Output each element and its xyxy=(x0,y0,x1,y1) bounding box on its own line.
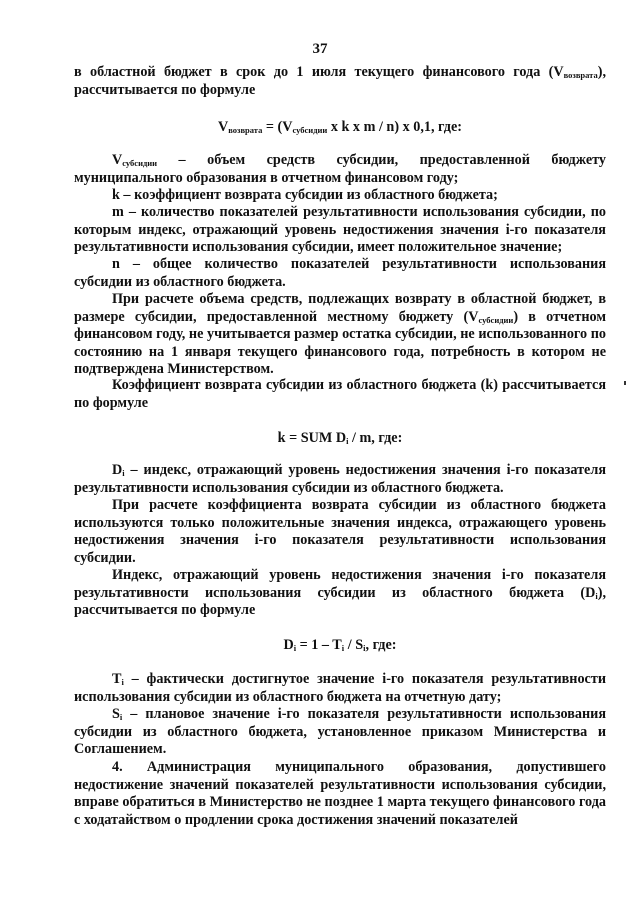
definition-m: m – количество показателей результативности использования субсидии, по которым индекс, отражающий уровень недостижения значения i-го показателя результативности использования субсидии, имеет положительное значение; xyxy=(74,204,606,256)
definition-v: $V_{субсидии}$ – объем средств субсидии, предоставленной бюджету муниципального образования в отчетном финансовом году; xyxy=(74,152,606,186)
page-number: 37 xyxy=(312,41,328,57)
definition-t: $T_i$ – фактически достигнутое значение i-го показателя результативности использования субсидии из областного бюджета на отчетную дату; xyxy=(74,671,606,705)
definition-n: n – общее количество показателей результативности использования субсидии из областного бюджета. xyxy=(74,256,606,290)
calc-paragraph: При расчете объема средств, подлежащих возврату в областной бюджет, в размере субсидии, предоставленной местному бюджету $(V_{субсидии})$ в отчетном финансовом году, не учитывается размер остатка субсидии, не использованного по состоянию на 1 января текущего финансового года, потребность в котором не подтверждена Министерством. xyxy=(74,291,606,378)
intro-paragraph: в областной бюджет в срок до 1 июля текущего финансового года $(V_{возврата})$, рассчитывается по формуле xyxy=(74,64,606,98)
definition-s: $S_i$ – плановое значение i-го показателя результативности использования субсидии из областного бюджета, установленное приказом Министерства и Соглашением. xyxy=(74,706,606,758)
scan-mark xyxy=(624,381,626,385)
coefficient-paragraph: Коэффициент возврата субсидии из областного бюджета (k) рассчитывается по формуле xyxy=(74,377,606,411)
formula-d: $D_i = 1 - T_i / S_i$, где: xyxy=(283,637,397,653)
definition-d: $D_i$ – индекс, отражающий уровень недостижения значения i-го показателя результативности использования субсидии из областного бюджета. xyxy=(74,462,606,496)
paragraph-4: 4. Администрация муниципального образования, допустившего недостижение значений показателей результативности использования субсидии, вправе обратиться в Министерство не позднее 1 марта текущего финансового года с ходатайством о продлении срока достижения значений показателей xyxy=(74,759,606,828)
formula-return: $V_{возврата} = (V_{субсидии}$ x k x m / n) x 0,1, где: xyxy=(218,119,462,135)
index-paragraph: Индекс, отражающий уровень недостижения значения i-го показателя результативности использования субсидии из областного бюджета $(D_i)$, рассчитывается по формуле xyxy=(74,567,606,619)
positive-values-paragraph: При расчете коэффициента возврата субсидии из областного бюджета используются только положительные значения индекса, отражающего уровень недостижения значения i-го показателя результативности использования субсидии. xyxy=(74,497,606,566)
formula-k: k = SUM $D_i$ / m, где: xyxy=(277,430,403,446)
definition-k: k – коэффициент возврата субсидии из областного бюджета; xyxy=(112,187,498,203)
